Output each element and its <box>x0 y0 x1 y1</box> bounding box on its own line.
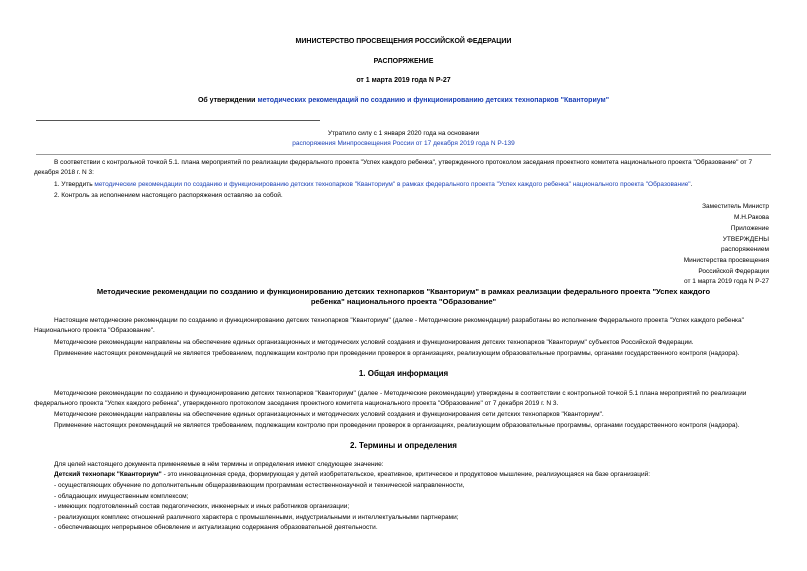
signature-position: Заместитель Министр <box>702 203 769 210</box>
section1-paragraph: Методические рекомендации направлены на обеспечение единых организационных и методических условий создания и функционирования сети детских технопарков "Кванториум". <box>54 411 604 418</box>
definition: - это инновационная среда, формирующая у детей изобретательское, креативное, критическое и продуктовое мышление, реализующаяся на базе организаций: <box>161 471 651 478</box>
title-prefix: Об утверждении <box>197 97 258 104</box>
section1-paragraph: Применение настоящих рекомендаций не является требованием, подлежащим контролю при проведении проверок в организациях, реализующим образовательные программы, органами государственного контроля (надзора). <box>54 422 740 429</box>
section-heading: 2. Термины и определения <box>350 441 457 450</box>
title-link[interactable]: методических рекомендаций по созданию и функционированию детских технопарков "Кванториум" <box>257 97 610 104</box>
appendix-title-line-1: Методические рекомендации по созданию и функционированию детских технопарков "Кванториум" в рамках реализации федерального проекта "Успех каждого <box>96 287 711 296</box>
approval-line: распоряжением <box>721 246 769 253</box>
section1-paragraph: Методические рекомендации по созданию и функционированию детских технопарков "Кванториум" (далее - Методические рекомендации) утверждены в соответствии с контрольной точкой 5.1 плана мероприятий по реализации федерального проекта "Успех каждого ребенка", утвержденного протоколом заседания проектного комитета национального проекта "Образование" от 7 декабря 2019 г. N 3. <box>34 390 747 407</box>
approval-line: УТВЕРЖДЕНЫ <box>722 236 769 243</box>
list-item: - обладающих имущественным комплексом; <box>54 493 189 500</box>
order-item-2: 2. Контроль за исполнением настоящего распоряжения оставляю за собой. <box>54 192 283 199</box>
list-item: - имеющих подготовленный состав педагогических, инженерных и иных работников организации; <box>54 503 350 510</box>
approval-line: Российской Федерации <box>698 268 769 275</box>
list-item: - осуществляющих обучение по дополнительным общеразвивающим программам естественнонаучной и технической направленности, <box>54 482 465 489</box>
approval-line: Министерства просвещения <box>683 257 769 264</box>
document-title <box>0 97 807 104</box>
document-date-number: от 1 марта 2019 года N Р-27 <box>356 77 451 84</box>
divider <box>36 154 771 155</box>
ministry-heading: МИНИСТЕРСТВО ПРОСВЕЩЕНИЯ РОССИЙСКОЙ ФЕДЕРАЦИИ <box>295 38 512 45</box>
approval-line: Приложение <box>730 225 769 232</box>
order-item-1: 1. Утвердить методические рекомендации по созданию и функционированию детских технопарков "Кванториум" в рамках федерального проекта "Успех каждого ребенка" национального проекта "Образование". <box>54 181 693 188</box>
signature-name: М.Н.Ракова <box>734 214 769 221</box>
list-item: - обеспечивающих непрерывное обновление и актуализацию содержания образовательной деятельности. <box>54 524 378 531</box>
divider <box>36 120 320 121</box>
definitions-intro: Для целей настоящего документа применяемые в нём термины и определения имеют следующее значение: <box>54 461 384 468</box>
section-heading: 1. Общая информация <box>358 369 449 378</box>
expiry-link[interactable]: распоряжения Минпросвещения России от 17 декабря 2019 года N Р-139 <box>292 140 515 147</box>
preamble-paragraph: В соответствии с контрольной точкой 5.1. плана мероприятий по реализации федерального проекта "Успех каждого ребенка", утвержденного протоколом заседания проектного комитета национального проекта "Образование" от 7 декабря 2018 г. N 3: <box>34 159 753 176</box>
term: Детский технопарк "Кванториум" <box>54 471 162 478</box>
recommendations-link[interactable]: методические рекомендации по созданию и функционированию детских технопарков "Кванториум" в рамках федерального проекта "Успех каждого ребенка" национального проекта "Образование" <box>94 181 691 188</box>
expiry-note: Утратило силу с 1 января 2020 года на основании <box>327 130 480 137</box>
intro-paragraph: Методические рекомендации направлены на обеспечение единых организационных и методических условий создания и функционирования детских технопарков "Кванториум" субъектов Российской Федерации. <box>54 339 694 346</box>
intro-paragraph: Применение настоящих рекомендаций не является требованием, подлежащим контролю при проведении проверок в организациях, реализующим образовательные программы, органами государственного контроля (надзора). <box>54 350 740 357</box>
appendix-title-line-2: ребенка" национального проекта "Образование" <box>310 297 497 306</box>
document-type: РАСПОРЯЖЕНИЕ <box>373 58 434 65</box>
approval-line: от 1 марта 2019 года N Р-27 <box>684 278 769 285</box>
list-item: - реализующих комплекс отношений различного характера с промышленными, индустриальными и интеллектуальными партнерами; <box>54 514 459 521</box>
intro-paragraph: Настоящие методические рекомендации по созданию и функционированию детских технопарков "Кванториум" (далее - Методические рекомендации) разработаны во исполнение Федерального проекта "Успех каждого ребенка" Национального проекта "Образование". <box>34 317 744 334</box>
definition-line <box>54 471 650 478</box>
